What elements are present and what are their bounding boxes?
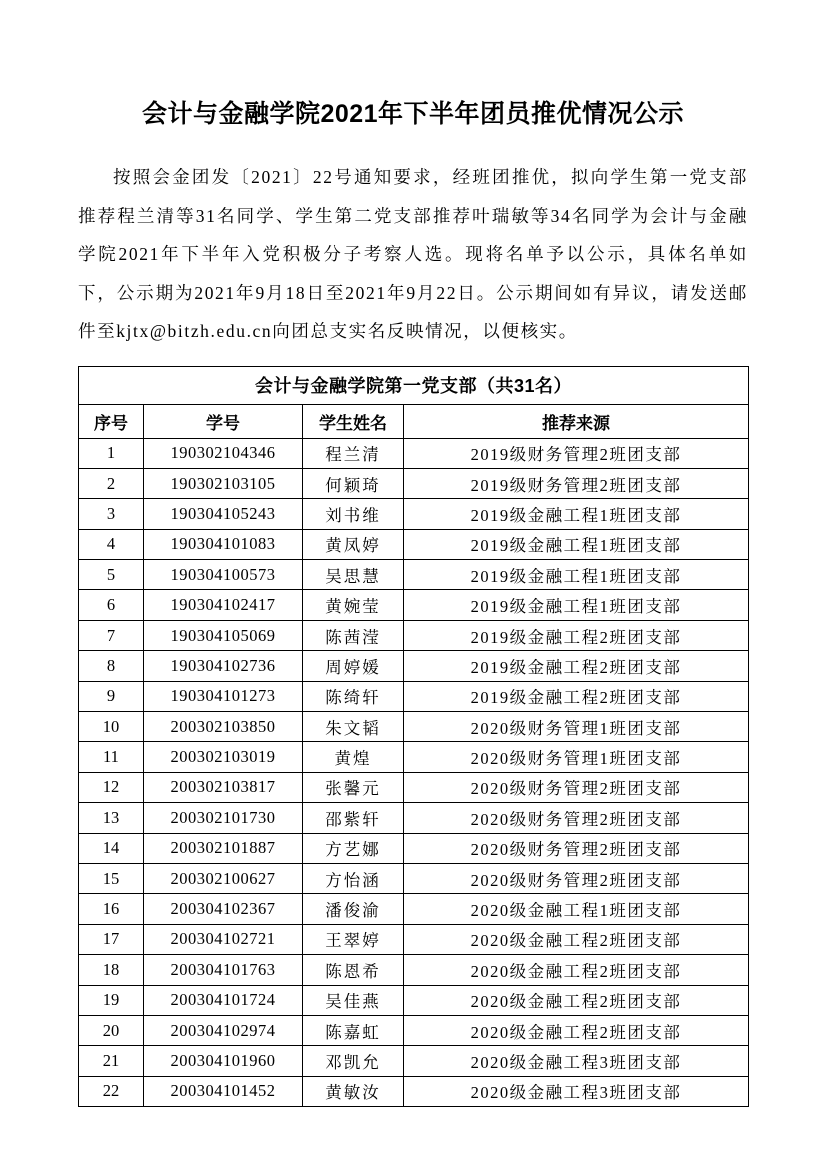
serial-cell: 18 [79, 955, 144, 985]
source-cell: 2020级财务管理2班团支部 [404, 863, 749, 893]
serial-cell: 7 [79, 620, 144, 650]
table-row [79, 499, 749, 529]
student-id-cell: 200304101452 [144, 1076, 303, 1106]
table-section-title-row [79, 366, 749, 404]
serial-cell: 8 [79, 651, 144, 681]
source-cell: 2019级金融工程1班团支部 [404, 529, 749, 559]
student-name-cell: 程兰清 [303, 438, 404, 468]
table-row [79, 742, 749, 772]
table-section-title: 会计与金融学院第一党支部（共31名） [79, 366, 749, 404]
source-cell: 2020级财务管理1班团支部 [404, 742, 749, 772]
student-id-cell: 190304105243 [144, 499, 303, 529]
source-cell: 2020级金融工程2班团支部 [404, 924, 749, 954]
table-row [79, 560, 749, 590]
table-row [79, 590, 749, 620]
student-id-cell: 190304101273 [144, 681, 303, 711]
table-row [79, 529, 749, 559]
student-id-cell: 200302103817 [144, 772, 303, 802]
serial-cell: 13 [79, 803, 144, 833]
student-name-cell: 朱文韬 [303, 712, 404, 742]
table-row [79, 712, 749, 742]
student-name-cell: 陈恩希 [303, 955, 404, 985]
source-cell: 2019级金融工程2班团支部 [404, 620, 749, 650]
source-cell: 2020级金融工程3班团支部 [404, 1046, 749, 1076]
student-name-cell: 黄敏汝 [303, 1076, 404, 1106]
source-cell: 2019级金融工程1班团支部 [404, 499, 749, 529]
col-header-student-id: 学号 [144, 404, 303, 438]
serial-cell: 21 [79, 1046, 144, 1076]
source-cell: 2019级金融工程1班团支部 [404, 590, 749, 620]
serial-cell: 10 [79, 712, 144, 742]
student-id-cell: 200304102974 [144, 1015, 303, 1045]
source-cell: 2020级财务管理2班团支部 [404, 833, 749, 863]
student-id-cell: 190304101083 [144, 529, 303, 559]
col-header-source: 推荐来源 [404, 404, 749, 438]
table-row [79, 955, 749, 985]
student-name-cell: 陈嘉虹 [303, 1015, 404, 1045]
student-id-cell: 200304101724 [144, 985, 303, 1015]
recommendation-table [78, 366, 749, 1108]
serial-cell: 3 [79, 499, 144, 529]
student-id-cell: 200302101730 [144, 803, 303, 833]
notice-paragraph: 按照会金团发〔2021〕22号通知要求，经班团推优，拟向学生第一党支部推荐程兰清等31名同学、学生第二党支部推荐叶瑞敏等34名同学为会计与金融学院2021年下半年入党积极分子考察人选。现将名单予以公示，具体名单如下，公示期为2021年9月18日至2021年9月22日。公示期间如有异议，请发送邮件至kjtx@bitzh.edu.cn向团总支实名反映情况，以便核实。 [78, 167, 748, 341]
serial-cell: 19 [79, 985, 144, 1015]
col-header-serial: 序号 [79, 404, 144, 438]
source-cell: 2020级金融工程1班团支部 [404, 894, 749, 924]
serial-cell: 4 [79, 529, 144, 559]
table-row [79, 894, 749, 924]
page-title: 会计与金融学院2021年下半年团员推优情况公示 [141, 100, 685, 128]
serial-cell: 14 [79, 833, 144, 863]
source-cell: 2019级金融工程2班团支部 [404, 651, 749, 681]
student-name-cell: 吴佳燕 [303, 985, 404, 1015]
student-id-cell: 200302103019 [144, 742, 303, 772]
table-row [79, 803, 749, 833]
table-row [79, 924, 749, 954]
table-row [79, 468, 749, 498]
student-id-cell: 190302104346 [144, 438, 303, 468]
source-cell: 2020级财务管理2班团支部 [404, 803, 749, 833]
student-name-cell: 黄婉莹 [303, 590, 404, 620]
serial-cell: 11 [79, 742, 144, 772]
student-id-cell: 200304101763 [144, 955, 303, 985]
source-cell: 2020级金融工程3班团支部 [404, 1076, 749, 1106]
source-cell: 2020级财务管理1班团支部 [404, 712, 749, 742]
student-id-cell: 200302100627 [144, 863, 303, 893]
source-cell: 2019级财务管理2班团支部 [404, 438, 749, 468]
student-name-cell: 张馨元 [303, 772, 404, 802]
table-row [79, 1076, 749, 1106]
serial-cell: 12 [79, 772, 144, 802]
serial-cell: 22 [79, 1076, 144, 1106]
student-name-cell: 邓凯允 [303, 1046, 404, 1076]
student-id-cell: 200302103850 [144, 712, 303, 742]
serial-cell: 20 [79, 1015, 144, 1045]
table-row [79, 651, 749, 681]
source-cell: 2019级金融工程1班团支部 [404, 560, 749, 590]
serial-cell: 1 [79, 438, 144, 468]
student-id-cell: 190304105069 [144, 620, 303, 650]
serial-cell: 16 [79, 894, 144, 924]
student-name-cell: 陈绮轩 [303, 681, 404, 711]
student-id-cell: 200304102721 [144, 924, 303, 954]
student-name-cell: 王翠婷 [303, 924, 404, 954]
table-header-row [79, 404, 749, 438]
table-row [79, 681, 749, 711]
student-name-cell: 潘俊渝 [303, 894, 404, 924]
serial-cell: 9 [79, 681, 144, 711]
source-cell: 2020级财务管理2班团支部 [404, 772, 749, 802]
student-id-cell: 190302103105 [144, 468, 303, 498]
table-body [79, 438, 749, 1107]
serial-cell: 6 [79, 590, 144, 620]
serial-cell: 15 [79, 863, 144, 893]
serial-cell: 17 [79, 924, 144, 954]
table-row [79, 985, 749, 1015]
source-cell: 2020级金融工程2班团支部 [404, 985, 749, 1015]
student-name-cell: 陈茜滢 [303, 620, 404, 650]
student-name-cell: 吴思慧 [303, 560, 404, 590]
student-id-cell: 190304102736 [144, 651, 303, 681]
student-id-cell: 200304101960 [144, 1046, 303, 1076]
table-row [79, 833, 749, 863]
source-cell: 2020级金融工程2班团支部 [404, 1015, 749, 1045]
table-row [79, 1015, 749, 1045]
student-name-cell: 何颖琦 [303, 468, 404, 498]
student-id-cell: 200302101887 [144, 833, 303, 863]
student-name-cell: 周婷媛 [303, 651, 404, 681]
student-name-cell: 黄煌 [303, 742, 404, 772]
table-row [79, 438, 749, 468]
col-header-student-name: 学生姓名 [303, 404, 404, 438]
student-name-cell: 刘书维 [303, 499, 404, 529]
student-id-cell: 190304100573 [144, 560, 303, 590]
table-row [79, 1046, 749, 1076]
student-name-cell: 邵紫轩 [303, 803, 404, 833]
student-id-cell: 200304102367 [144, 894, 303, 924]
student-name-cell: 方怡涵 [303, 863, 404, 893]
student-id-cell: 190304102417 [144, 590, 303, 620]
table-row [79, 620, 749, 650]
student-name-cell: 黄凤婷 [303, 529, 404, 559]
student-name-cell: 方艺娜 [303, 833, 404, 863]
source-cell: 2020级金融工程2班团支部 [404, 955, 749, 985]
source-cell: 2019级金融工程2班团支部 [404, 681, 749, 711]
table-row [79, 863, 749, 893]
table-row [79, 772, 749, 802]
serial-cell: 2 [79, 468, 144, 498]
serial-cell: 5 [79, 560, 144, 590]
source-cell: 2019级财务管理2班团支部 [404, 468, 749, 498]
